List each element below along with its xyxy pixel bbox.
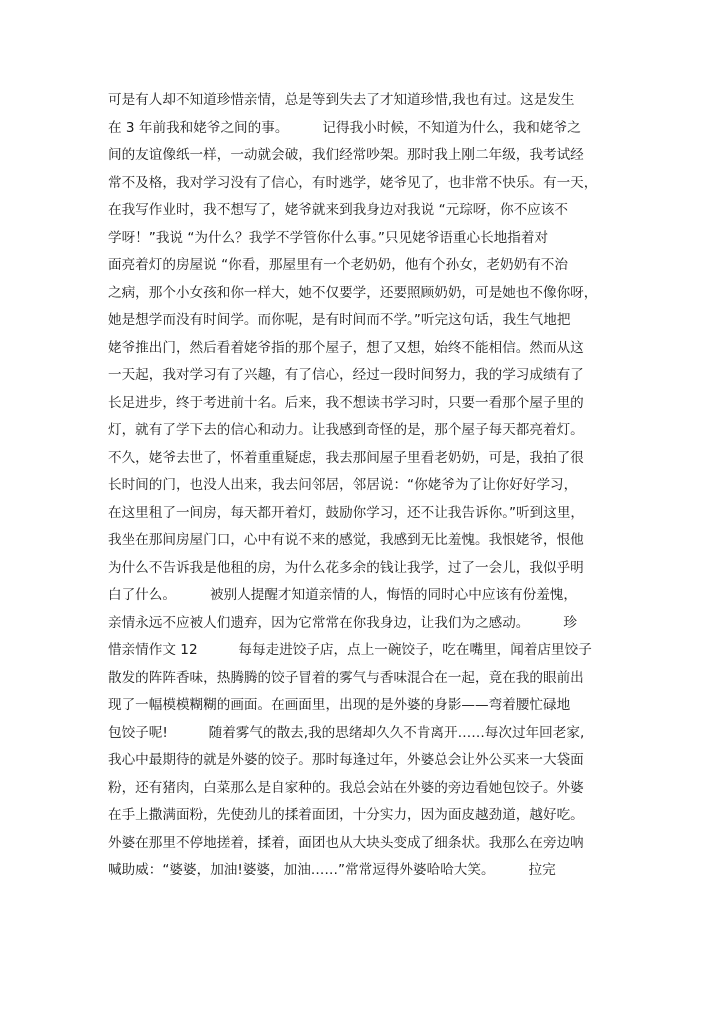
text-line: 之病，那个小女孩和你一样大，她不仅要学，还要照顾奶奶，可是她也不像你呀， — [108, 284, 598, 301]
text-line: 长足进步，终于考进前十名。后来，我不想读书学习时，只要一看那个屋子里的 — [108, 394, 584, 411]
text-line: 学呀！”我说 “为什么？我学不学管你什么事。”只见姥爷语重心长地指着对 — [108, 229, 549, 246]
text-line: 可是有人却不知道珍惜亲情，总是等到失去了才知道珍惜,我也有过。这是发生 — [108, 92, 575, 108]
text-line: 我坐在那间房屋门口，心中有说不来的感觉，我感到无比羞愧。我恨姥爷，恨他 — [108, 532, 584, 548]
text-line: 长时间的门，也没人出来，我去问邻居，邻居说：“你姥爷为了让你好好学习， — [108, 477, 578, 493]
text-line: 在 3 年前我和姥爷之间的事。 记得我小时候，不知道为什么，我和姥爷之 — [108, 119, 581, 136]
text-line: 不久，姥爷去世了，怀着重重疑虑，我去那间屋子里看老奶奶，可是，我拍了很 — [108, 449, 584, 466]
text-line: 粉，还有猪肉，白菜那么是自家种的。我总会站在外婆的旁边看她包饺子。外婆 — [108, 779, 584, 796]
text-line: 间的友谊像纸一样，一动就会破，我们经常吵架。那时我上刚二年级，我考试经 — [108, 147, 584, 163]
text-line: 我心中最期待的就是外婆的饺子。那时每逢过年，外婆总会让外公买来一大袋面 — [108, 752, 584, 768]
text-line: 惜亲情作文 12 每每走进饺子店，点上一碗饺子，吃在嘴里，闻着店里饺子 — [108, 642, 592, 658]
text-line: 亲情永远不应被人们遗弃，因为它常常在你我身边，让我们为之感动。 珍 — [108, 614, 577, 631]
text-line: 现了一幅模模糊糊的画面。在画面里，出现的是外婆的身影——弯着腰忙碌地 — [108, 697, 571, 713]
text-line: 在这里租了一间房，每天都开着灯，鼓励你学习，还不让我告诉你。”听到这里， — [108, 504, 585, 521]
body-text — [108, 87, 618, 885]
text-line: 散发的阵阵香味，热腾腾的饺子冒着的雾气与香味混合在一起，竟在我的眼前出 — [108, 669, 584, 686]
text-line: 包饺子呢! 随着雾气的散去,我的思绪却久久不肯离开……每次过年回老家, — [108, 724, 585, 741]
text-line: 为什么不告诉我是他租的房，为什么花多余的钱让我学，过了一会儿，我似乎明 — [108, 559, 584, 576]
text-line: 白了什么。 被别人提醒才知道亲情的人，悔悟的同时心中应该有份羞愧， — [108, 587, 577, 603]
text-line: 姥爷推出门，然后看着姥爷指的那个屋子，想了又想，始终不能相信。然而从这 — [108, 339, 584, 356]
text-line: 她是想学而没有时间学。而你呢，是有时间而不学。”听完这句话，我生气地把 — [108, 312, 571, 328]
text-line: 面亮着灯的房屋说 “你看，那屋里有一个老奶奶，他有个孙女，老奶奶有不治 — [108, 257, 568, 273]
text-line: 常不及格，我对学习没有了信心，有时逃学，姥爷见了，也非常不快乐。有一天， — [108, 174, 598, 191]
text-line: 在手上撒满面粉，先使劲儿的揉着面团，十分实力，因为面皮越劲道，越好吃。 — [108, 807, 584, 823]
text-line: 喊助威：“婆婆，加油!婆婆，加油……”常常逗得外婆哈哈大笑。 拉完 — [108, 862, 556, 878]
text-line: 灯，就有了学下去的信心和动力。让我感到奇怪的是，那个屋子每天都亮着灯。 — [108, 422, 584, 438]
text-line: 在我写作业时，我不想写了，姥爷就来到我身边对我说 “元琮呀，你不应该不 — [108, 202, 568, 218]
text-line: 外婆在那里不停地搓着，揉着，面团也从大块头变成了细条状。我那么在旁边呐 — [108, 834, 584, 851]
text-line: 一天起，我对学习有了兴趣，有了信心，经过一段时间努力，我的学习成绩有了 — [108, 367, 584, 383]
